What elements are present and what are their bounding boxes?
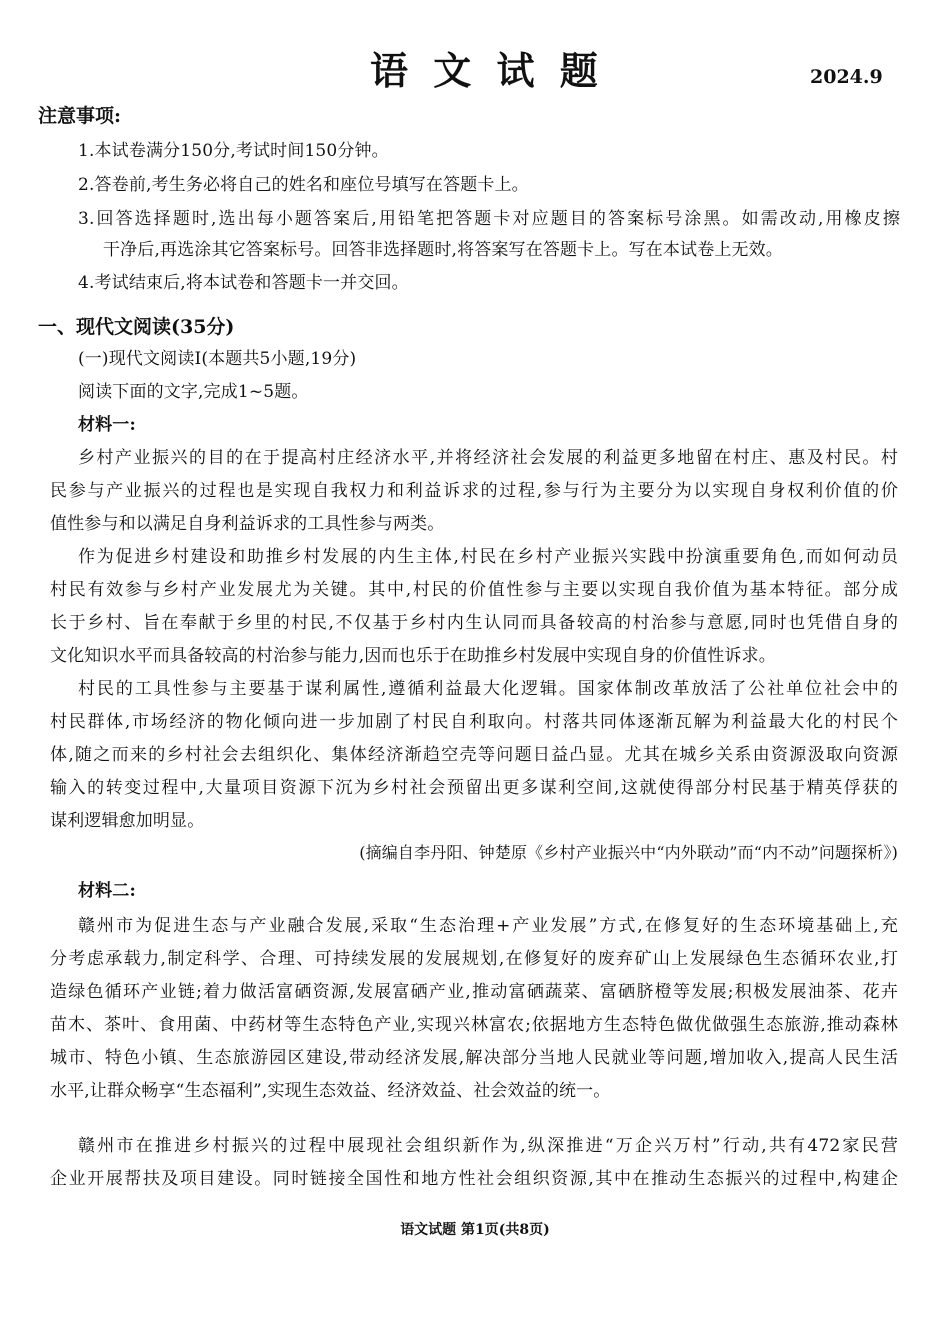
- notice-item-4: 4.考试结束后,将本试卷和答题卡一并交回。: [78, 273, 409, 293]
- paragraph-line: 造绿色循环产业链;着力做活富硒资源,发展富硒产业,推动富硒蔬菜、富硒脐橙等发展;积极发展油茶、花卉: [50, 982, 898, 1002]
- material-2-label: 材料二:: [78, 881, 136, 901]
- reading-instruction: 阅读下面的文字,完成1~5题。: [78, 382, 309, 402]
- paragraph-line: 体,随之而来的乡村社会去组织化、集体经济渐趋空壳等问题日益凸显。尤其在城乡关系由资源汲取向资源: [50, 745, 898, 765]
- paragraph-line: 企业开展帮扶及项目建设。同时链接全国性和地方性社会组织资源,其中在推动生态振兴的过程中,构建企: [50, 1169, 898, 1189]
- paragraph-line: 分考虑承载力,制定科学、合理、可持续发展的发展规划,在修复好的废弃矿山上发展绿色生态循环农业,打: [50, 949, 898, 969]
- material-1-label: 材料一:: [78, 415, 136, 435]
- notice-item-3-cont: 干净后,再选涂其它答案标号。回答非选择题时,将答案写在答题卡上。写在本试卷上无效。: [103, 240, 783, 260]
- paragraph-line: 文化知识水平而具备较高的村治参与能力,因而也乐于在助推乡村发展中实现自身的价值性诉求。: [50, 646, 776, 666]
- paragraph-line: 赣州市为促进生态与产业融合发展,采取“生态治理+产业发展”方式,在修复好的生态环境基础上,充: [78, 916, 898, 936]
- paragraph-line: 作为促进乡村建设和助推乡村发展的内生主体,村民在乡村产业振兴实践中扮演重要角色,而如何动员: [78, 547, 898, 567]
- paragraph-line: 民参与产业振兴的过程也是实现自我权力和利益诉求的过程,参与行为主要分为以实现自身权利价值的价: [50, 481, 898, 501]
- paragraph-line: 村民群体,市场经济的物化倾向进一步加剧了村民自利取向。村落共同体逐渐瓦解为利益最大化的村民个: [50, 712, 898, 732]
- page-title: 语 文 试 题: [370, 48, 604, 93]
- paragraph-line: 村民的工具性参与主要基于谋利属性,遵循利益最大化逻辑。国家体制改革放活了公社单位社会中的: [78, 679, 898, 699]
- notice-item-2: 2.答卷前,考生务必将自己的姓名和座位号填写在答题卡上。: [78, 175, 529, 195]
- paragraph-line: 输入的转变过程中,大量项目资源下沉为乡村社会预留出更多谋利空间,这就使得部分村民基于精英俘获的: [50, 778, 898, 798]
- paragraph-line: 乡村产业振兴的目的在于提高村庄经济水平,并将经济社会发展的利益更多地留在村庄、惠及村民。村: [78, 448, 898, 468]
- material-1-source: (摘编自李丹阳、钟楚原《乡村产业振兴中“内外联动”而“内不动”问题探析》): [359, 843, 898, 862]
- paragraph-line: 值性参与和以满足自身利益诉求的工具性参与两类。: [50, 514, 445, 534]
- paragraph-line: 长于乡村、旨在奉献于乡里的村民,不仅基于乡村内生认同而具备较高的村治参与意愿,同时也凭借自身的: [50, 613, 898, 633]
- paragraph-line: 城市、特色小镇、生态旅游园区建设,带动经济发展,解决部分当地人民就业等问题,增加收入,提高人民生活: [50, 1048, 898, 1068]
- paragraph-line: 赣州市在推进乡村振兴的过程中展现社会组织新作为,纵深推进“万企兴万村”行动,共有472家民营: [78, 1136, 898, 1156]
- section-heading: 一、现代文阅读(35分): [38, 316, 235, 338]
- sub-section-heading: (一)现代文阅读Ⅰ(本题共5小题,19分): [78, 349, 357, 369]
- paragraph-line: 村民有效参与乡村产业发展尤为关键。其中,村民的价值性参与主要以实现自我价值为基本特征。部分成: [50, 580, 898, 600]
- notice-heading: 注意事项:: [38, 105, 122, 127]
- paragraph-line: 谋利逻辑愈加明显。: [50, 811, 205, 831]
- notice-item-3: 3.回答选择题时,选出每小题答案后,用铅笔把答题卡对应题目的答案标号涂黑。如需改动,用橡皮擦: [78, 209, 900, 229]
- page-footer: 语文试题 第1页(共8页): [400, 1222, 550, 1238]
- paragraph-line: 水平,让群众畅享“生态福利”,实现生态效益、经济效益、社会效益的统一。: [50, 1081, 611, 1101]
- paragraph-line: 苗木、茶叶、食用菌、中药材等生态特色产业,实现兴林富农;依据地方生态特色做优做强生态旅游,推动森林: [50, 1015, 898, 1035]
- notice-item-1: 1.本试卷满分150分,考试时间150分钟。: [78, 141, 389, 161]
- exam-date: 2024.9: [810, 66, 883, 88]
